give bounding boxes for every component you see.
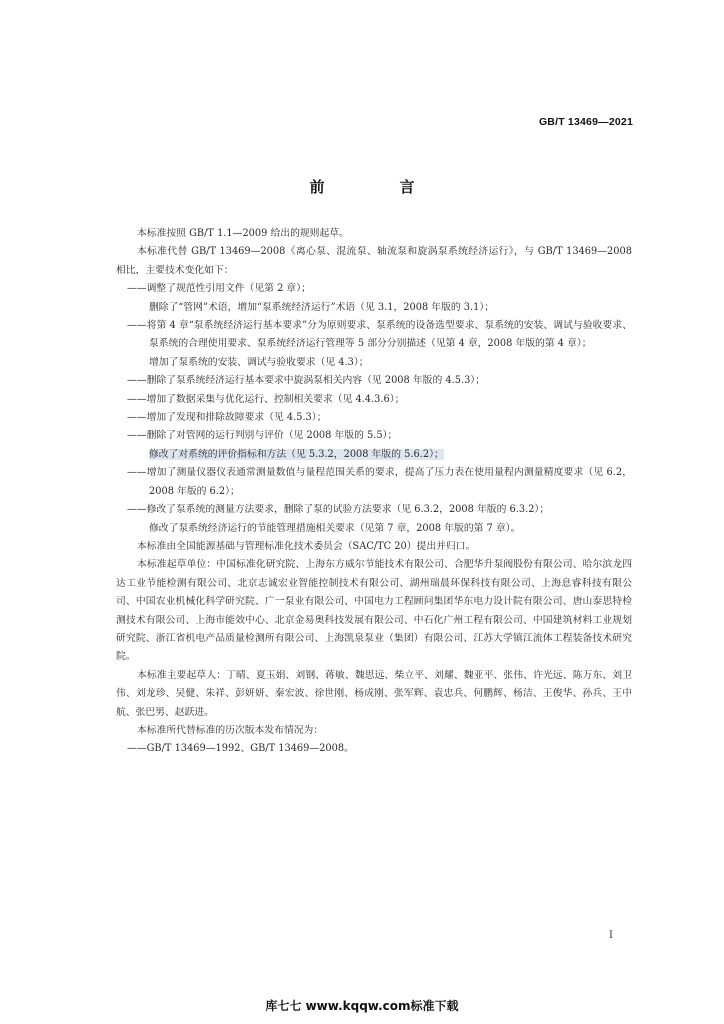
paragraph-text: 本标准代替 GB/T 13469—2008《离心泵、混流泵、轴流泵和旋涡泵系统经济运行》，与 GB/T 13469—2008 相比，主要技术变化如下： bbox=[116, 246, 632, 276]
paragraph-text: ——将第 4 章“泵系统经济运行基本要求”分为原则要求、泵系统的设备选型要求、泵系统的安装、调试与验收要求、泵系统的合理使用要求、泵系统经济运行管理等 5 部分分别描述（见第 4 章，2008 年版的第 4 章）； bbox=[127, 320, 632, 350]
change-list-item bbox=[116, 391, 632, 409]
foreword-body bbox=[116, 225, 632, 759]
paragraph-text: 修改了泵系统经济运行的节能管理措施相关要求（见第 7 章，2008 年版的第 7 章）。 bbox=[149, 522, 521, 534]
change-list-subitem bbox=[116, 520, 632, 538]
foreword-paragraph bbox=[116, 538, 632, 556]
change-list-item bbox=[116, 501, 632, 519]
change-list-item bbox=[116, 280, 632, 298]
change-list-item bbox=[116, 409, 632, 427]
change-list-item bbox=[116, 372, 632, 390]
paragraph-text: 本标准起草单位：中国标准化研究院、上海东方威尔节能技术有限公司、合肥华升泵阀股份有限公司、哈尔滨龙四达工业节能检测有限公司、北京志诚宏业智能控制技术有限公司、湖州瑞晨环保科技有限公司、上海息睿科技有限公司、中国农业机械化科学研究院、广一泵业有限公司、中国电力工程顾问集团华东电力设计院有限公司、唐山泰思特检测技术有限公司、上海市能效中心、北京金易奥科技发展有限公司、中石化广州工程有限公司、中国建筑材料工业规划研究院、浙江省机电产品质量检测所有限公司、上海凯泉泵业（集团）有限公司、江苏大学镇江流体工程装备技术研究院。 bbox=[116, 559, 632, 663]
paragraph-text: 本标准所代替标准的历次版本发布情况为： bbox=[137, 724, 324, 736]
paragraph-text: ——增加了测量仪器仪表通常测量数值与量程范围关系的要求，提高了压力表在使用量程内测量精度要求（见 6.2，2008 年版的 6.2）； bbox=[127, 467, 632, 497]
foreword-paragraph bbox=[116, 243, 632, 280]
change-list-item bbox=[116, 317, 632, 354]
paragraph-text: ——删除了泵系统经济运行基本要求中旋涡泵相关内容（见 2008 年版的 4.5.3）； bbox=[127, 375, 486, 387]
paragraph-text: ——GB/T 13469—1992、GB/T 13469—2008。 bbox=[127, 743, 354, 755]
paragraph-text: 本标准按照 GB/T 1.1—2009 给出的规则起草。 bbox=[137, 228, 349, 239]
change-list-item bbox=[116, 427, 632, 445]
paragraph-text: ——增加了数据采集与优化运行、控制相关要求（见 4.4.3.6）； bbox=[127, 393, 405, 405]
foreword-paragraph bbox=[116, 667, 632, 722]
page-number: I bbox=[609, 930, 613, 941]
change-list-item bbox=[116, 464, 632, 501]
paragraph-text: 修改了对系统的评价指标和方法（见 5.3.2，2008 年版的 5.6.2）； bbox=[149, 448, 444, 460]
watermark-text: 库七七 www.kqqw.com标准下载 bbox=[265, 999, 459, 1013]
foreword-paragraph bbox=[116, 225, 632, 243]
paragraph-text: ——修改了泵系统的测量方法要求，删除了泵的试验方法要求（见 6.3.2，2008 年版的 6.3.2）； bbox=[127, 504, 550, 516]
paragraph-text: 本标准主要起草人：丁晴、夏玉娟、刘钢、蒋敏、魏思远、柴立平、刘耀、魏亚平、张伟、许光远、陈万东、刘卫伟、刘龙珍、吴健、朱祥、彭妍妍、秦宏波、徐世刚、杨成刚、张军辉、袁忠兵、何鹏辉、杨洁、王俊华、孙兵、王中航、张巴男、赵跃进。 bbox=[116, 669, 632, 718]
paragraph-text: ——删除了对管网的运行判别与评价（见 2008 年版的 5.5）； bbox=[127, 430, 398, 442]
paragraph-text: ——增加了发现和排除故障要求（见 4.5.3）； bbox=[127, 412, 327, 424]
paragraph-text: 删除了“管网”术语，增加“泵系统经济运行”术语（见 3.1，2008 年版的 3.1）； bbox=[149, 301, 495, 313]
change-list-subitem bbox=[116, 299, 632, 317]
paragraph-text: 本标准由全国能源基础与管理标准化技术委员会（SAC/TC 20）提出并归口。 bbox=[137, 540, 476, 552]
page-title: 前 言 bbox=[309, 178, 445, 196]
standard-code: GB/T 13469—2021 bbox=[538, 116, 633, 128]
change-list-item bbox=[116, 740, 632, 758]
paragraph-text: ——调整了规范性引用文件（见第 2 章）； bbox=[127, 283, 311, 295]
foreword-paragraph bbox=[116, 556, 632, 666]
change-list-subitem bbox=[116, 446, 632, 464]
change-list-subitem bbox=[116, 354, 632, 372]
foreword-paragraph bbox=[116, 722, 632, 740]
paragraph-text: 增加了泵系统的安装、调试与验收要求（见 4.3）； bbox=[149, 356, 369, 368]
